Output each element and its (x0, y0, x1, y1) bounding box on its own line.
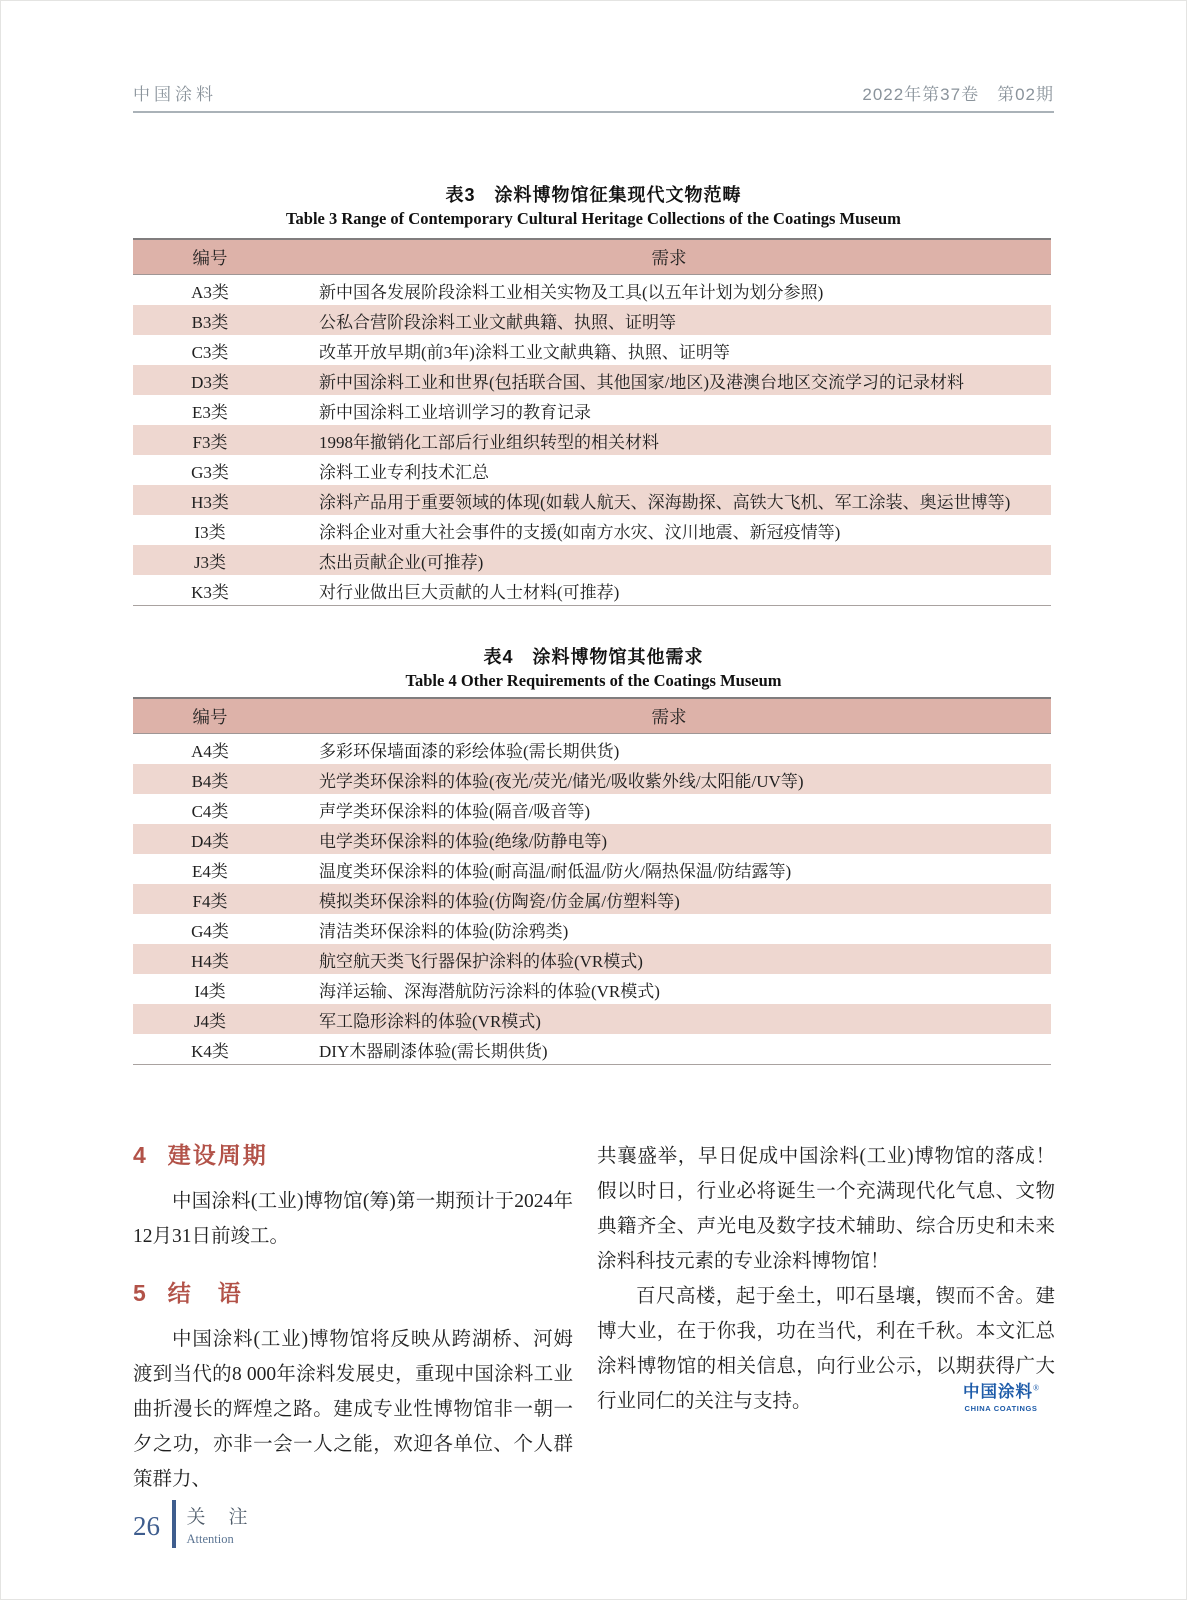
table-row (133, 395, 1051, 425)
column-header-req: 需求 (287, 698, 1051, 734)
running-head (133, 80, 1054, 113)
table-row (133, 1034, 1051, 1065)
table-row (133, 455, 1051, 485)
page-footer (133, 1500, 250, 1548)
table4-caption-cn: 表4 涂料博物馆其他需求 (483, 647, 704, 667)
row-req: 温度类环保涂料的体验(耐高温/耐低温/防火/隔热保温/防结露等) (319, 861, 792, 881)
table-row (133, 275, 1051, 306)
footer-column-en: Attention (186, 1532, 234, 1546)
table-row (133, 365, 1051, 395)
issue-info: 2022年第37卷 第02期 (862, 85, 1054, 104)
row-req: 光学类环保涂料的体验(夜光/荧光/储光/吸收紫外线/太阳能/UV等) (287, 764, 1051, 794)
row-req: 新中国各发展阶段涂料工业相关实物及工具(以五年计划为划分参照) (319, 282, 824, 302)
row-id: D4类 (133, 824, 287, 854)
table-row (133, 305, 1051, 335)
row-id: F4类 (133, 884, 287, 914)
table-row (133, 734, 1051, 765)
section-5-body-right-p2: 百尺高楼，起于垒土，叩石垦壤，锲而不舍。建博大业，在于你我，功在当代，利在千秋。本文汇总涂料博物馆的相关信息，向行业公示，以期获得广大行业同仁的关注与支持。 (597, 1286, 1055, 1412)
column-header-id: 编号 (133, 239, 287, 275)
table4-caption-en: Table 4 Other Requirements of the Coatings Museum (405, 671, 782, 690)
row-req: 涂料产品用于重要领域的体现(如载人航天、深海勘探、高铁大飞机、军工涂装、奥运世博等) (287, 485, 1051, 515)
footer-divider-bar (172, 1500, 176, 1548)
logo-en-text: CHINA COATINGS (964, 1404, 1038, 1413)
journal-name: 中国涂料 (133, 85, 217, 104)
table3-caption-en: Table 3 Range of Contemporary Cultural Heritage Collections of the Coatings Museum (286, 209, 901, 228)
table-row (133, 794, 1051, 824)
section-5-title: 结 语 (167, 1280, 243, 1306)
table-row (133, 884, 1051, 914)
row-id: J3类 (133, 545, 287, 575)
row-id: J4类 (133, 1004, 287, 1034)
row-id: G4类 (191, 921, 229, 941)
row-req: 声学类环保涂料的体验(隔音/吸音等) (319, 801, 591, 821)
row-req: 公私合营阶段涂料工业文献典籍、执照、证明等 (287, 305, 1051, 335)
table-row (133, 575, 1051, 606)
table-row (133, 515, 1051, 545)
row-id: H3类 (133, 485, 287, 515)
row-id: C3类 (191, 342, 229, 362)
row-id: D3类 (133, 365, 287, 395)
row-req: 涂料工业专利技术汇总 (319, 462, 489, 482)
row-req: 对行业做出巨大贡献的人士材料(可推荐) (319, 582, 620, 602)
row-id: B4类 (133, 764, 287, 794)
row-req: 新中国涂料工业和世界(包括联合国、其他国家/地区)及港澳台地区交流学习的记录材料 (287, 365, 1051, 395)
row-id: F3类 (133, 425, 287, 455)
row-req: 杰出贡献企业(可推荐) (287, 545, 1051, 575)
table4-header-row (133, 698, 1051, 734)
row-id: E3类 (192, 402, 228, 422)
footer-column-cn: 关 注 (186, 1507, 250, 1528)
table-row (133, 545, 1051, 575)
row-req: 改革开放早期(前3年)涂料工业文献典籍、执照、证明等 (319, 342, 730, 362)
table-row (133, 425, 1051, 455)
right-column (597, 1139, 1055, 1419)
section-4-title: 建设周期 (167, 1142, 268, 1168)
row-id: G3类 (191, 462, 229, 482)
table-row (133, 854, 1051, 884)
section-5-number: 5 (133, 1280, 146, 1306)
table-row (133, 485, 1051, 515)
registered-mark-icon: ® (1033, 1383, 1040, 1393)
row-req: 1998年撤销化工部后行业组织转型的相关材料 (287, 425, 1051, 455)
left-column (133, 1140, 573, 1497)
table-row (133, 914, 1051, 944)
row-req: 新中国涂料工业培训学习的教育记录 (319, 402, 591, 422)
row-id: B3类 (133, 305, 287, 335)
table-row (133, 944, 1051, 974)
table3 (133, 238, 1051, 606)
row-req: 航空航天类飞行器保护涂料的体验(VR模式) (287, 944, 1051, 974)
section-4-number: 4 (133, 1142, 146, 1168)
row-req: 涂料企业对重大社会事件的支援(如南方水灾、汶川地震、新冠疫情等) (319, 522, 841, 542)
row-req: 清洁类环保涂料的体验(防涂鸦类) (319, 921, 569, 941)
row-req: 多彩环保墙面漆的彩绘体验(需长期供货) (319, 741, 620, 761)
row-id: I4类 (194, 981, 226, 1001)
table-row (133, 1004, 1051, 1034)
table-row (133, 824, 1051, 854)
row-req: 模拟类环保涂料的体验(仿陶瓷/仿金属/仿塑料等) (287, 884, 1051, 914)
page-number: 26 (133, 1511, 160, 1541)
row-req: 电学类环保涂料的体验(绝缘/防静电等) (287, 824, 1051, 854)
column-header-id: 编号 (133, 698, 287, 734)
table-row (133, 974, 1051, 1004)
table4 (133, 697, 1051, 1065)
row-req: DIY木器刷漆体验(需长期供货) (319, 1041, 548, 1061)
section-5-body-right-continued: 共襄盛举，早日促成中国涂料(工业)博物馆的落成！假以时日，行业必将诞生一个充满现代化气息、文物典籍齐全、声光电及数字技术辅助、综合历史和未来涂料科技元素的专业涂料博物馆！ (597, 1146, 1055, 1272)
section-4-heading (133, 1140, 573, 1170)
logo-cn-text: 中国涂料 (963, 1383, 1033, 1401)
section-5-body-left: 中国涂料(工业)博物馆将反映从跨湖桥、河姆渡到当代的8 000年涂料发展史，重现中国涂料工业曲折漫长的辉煌之路。建成专业性博物馆非一朝一夕之功，亦非一会一人之能，欢迎各单位、个人群策群力、 (133, 1329, 573, 1490)
table-row (133, 764, 1051, 794)
row-id: C4类 (191, 801, 229, 821)
row-id: E4类 (192, 861, 228, 881)
table3-caption-cn: 表3 涂料博物馆征集现代文物范畴 (445, 185, 742, 205)
footer-column-block (187, 1500, 250, 1548)
row-req: 军工隐形涂料的体验(VR模式) (287, 1004, 1051, 1034)
row-req: 海洋运输、深海潜航防污涂料的体验(VR模式) (319, 981, 660, 1001)
row-id: A3类 (191, 282, 229, 302)
row-id: I3类 (194, 522, 226, 542)
row-id: K3类 (191, 582, 229, 602)
row-id: K4类 (191, 1041, 229, 1061)
column-header-req: 需求 (287, 239, 1051, 275)
row-id: H4类 (133, 944, 287, 974)
row-id: A4类 (191, 741, 229, 761)
section-4-body: 中国涂料(工业)博物馆(筹)第一期预计于2024年12月31日前竣工。 (133, 1191, 573, 1247)
table-row (133, 335, 1051, 365)
table3-header-row (133, 239, 1051, 275)
china-coatings-logo (963, 1384, 1039, 1413)
section-5-heading (133, 1278, 573, 1308)
